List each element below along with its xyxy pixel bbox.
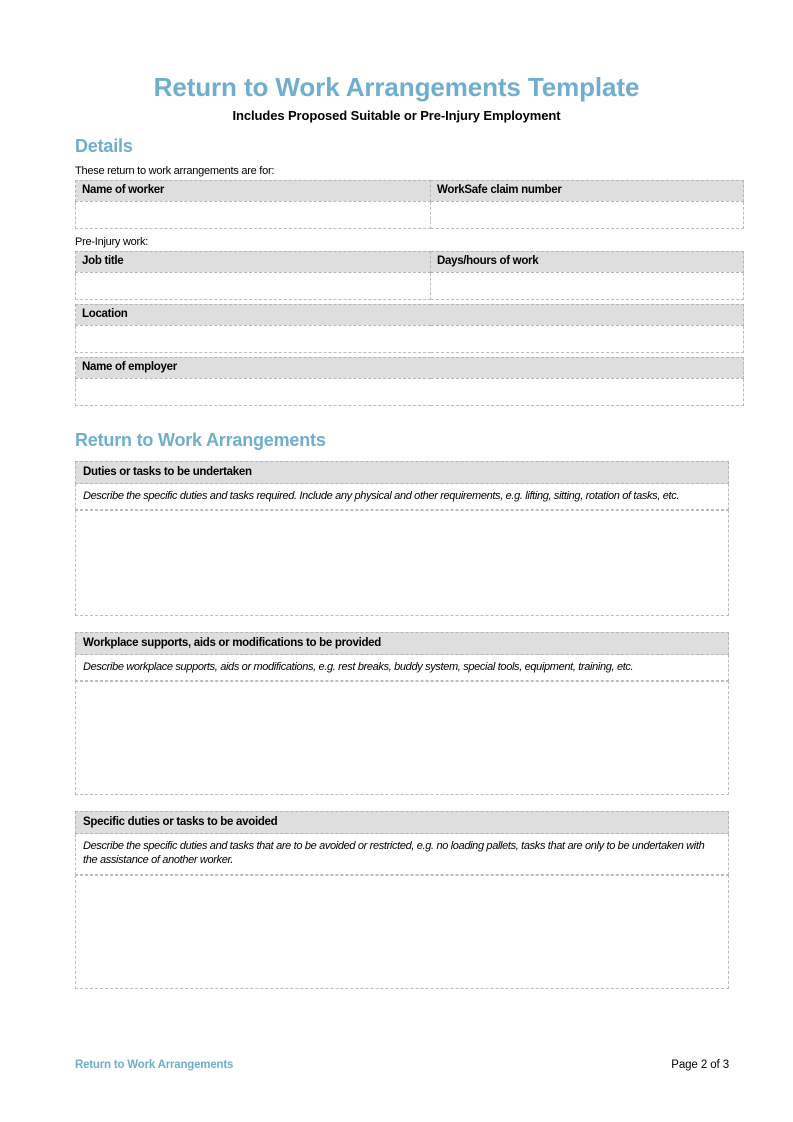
table-row — [76, 201, 744, 228]
footer-document-label: Return to Work Arrangements — [75, 1059, 234, 1071]
document-content — [75, 136, 729, 989]
name-of-worker-input[interactable] — [76, 201, 431, 228]
arrangement-block-avoided — [75, 811, 729, 988]
page-footer — [75, 1059, 729, 1071]
table-row — [76, 304, 744, 325]
arrangement-hint-duties: Describe the specific duties and tasks required. Include any physical and other requirements, e.g. lifting, sitting, rotation of tasks, etc. — [75, 484, 729, 510]
arrangement-input-avoided[interactable] — [75, 875, 729, 989]
column-header-location: Location — [76, 304, 744, 325]
section-heading-details: Details — [75, 136, 133, 156]
table-row — [76, 357, 744, 378]
arrangement-hint-avoided: Describe the specific duties and tasks that are to be avoided or restricted, e.g. no loading pallets, tasks that are only to be undertaken with the assistance of another worker. — [75, 834, 729, 874]
page-subtitle: Includes Proposed Suitable or Pre-Injury Employment — [232, 108, 561, 124]
preinjury-work-table — [75, 251, 744, 406]
name-of-employer-input[interactable] — [76, 378, 744, 405]
days-hours-of-work-input[interactable] — [431, 272, 744, 299]
arrangement-input-duties[interactable] — [75, 510, 729, 616]
location-input[interactable] — [76, 325, 744, 352]
page-title: Return to Work Arrangements Template — [153, 72, 640, 102]
table-row — [76, 180, 744, 201]
table-row — [76, 325, 744, 352]
footer-page-number: Page 2 of 3 — [671, 1059, 729, 1071]
table-row — [76, 272, 744, 299]
details-lead-text: These return to work arrangements are for: — [75, 164, 275, 177]
arrangement-hint-supports: Describe workplace supports, aids or modifications, e.g. rest breaks, buddy system, special tools, equipment, training, etc. — [75, 655, 729, 681]
table-row — [76, 251, 744, 272]
column-header-name-of-worker: Name of worker — [76, 180, 431, 201]
job-title-input[interactable] — [76, 272, 431, 299]
worker-details-table — [75, 180, 744, 229]
arrangement-block-supports — [75, 632, 729, 795]
arrangement-header-duties: Duties or tasks to be undertaken — [75, 461, 729, 484]
arrangement-header-supports: Workplace supports, aids or modifications to be provided — [75, 632, 729, 655]
column-header-days-hours-of-work: Days/hours of work — [431, 251, 744, 272]
arrangement-input-supports[interactable] — [75, 681, 729, 795]
preinjury-lead-text: Pre-Injury work: — [75, 235, 149, 248]
column-header-name-of-employer: Name of employer — [76, 357, 744, 378]
column-header-claim-number: WorkSafe claim number — [431, 180, 744, 201]
column-header-job-title: Job title — [76, 251, 431, 272]
arrangement-header-avoided: Specific duties or tasks to be avoided — [75, 811, 729, 834]
table-row — [76, 378, 744, 405]
section-heading-arrangements: Return to Work Arrangements — [75, 429, 326, 450]
arrangement-block-duties — [75, 461, 729, 616]
worksafe-claim-number-input[interactable] — [431, 201, 744, 228]
